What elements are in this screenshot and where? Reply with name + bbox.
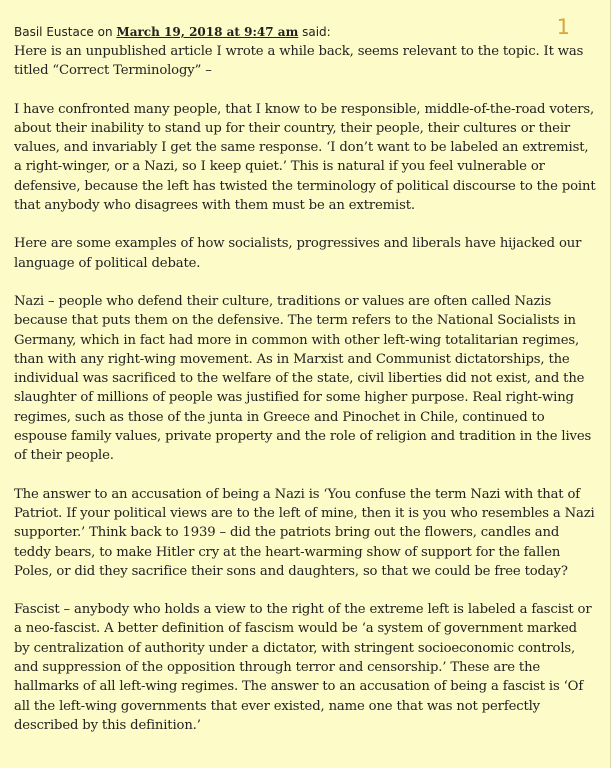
comment-author: Basil Eustace	[14, 25, 94, 39]
comment-paragraph: Fascist – anybody who holds a view to the right of the extreme left is labeled a fascist or a neo-fascist. A better definition of fascism would be ‘a system of government marked by centralization of authority under a dictator, with stringent socioeconomic controls, and suppression of the opposition through terror and censorship.’ These are the hallmarks of all left-wing regimes. The answer to an accusation of being a fascist is ‘Of all the left-wing governments that ever existed, name one that was not perfectly described by this definition.’	[14, 602, 592, 733]
comment-date-link[interactable]: March 19, 2018 at 9:47 am	[116, 25, 299, 39]
comment-body	[14, 42, 596, 735]
comment-header	[14, 24, 596, 42]
comment-paragraph: Here are some examples of how socialists, progressives and liberals have hijacked our language of political debate.	[14, 236, 582, 271]
comment-number: 1	[556, 15, 570, 39]
comment-said-word: said:	[302, 25, 331, 39]
comment-paragraph: Nazi – people who defend their culture, traditions or values are often called Nazis because that puts them on the defensive. The term refers to the National Socialists in Germany, which in fact had more in common with other left-wing totalitarian regimes, than with any right-wing movement. As in Marxist and Communist dictatorships, the individual was sacrificed to the welfare of the state, civil liberties did not exist, and the slaughter of millions of people was justified for some higher purpose. Real right-wing regimes, such as those of the junta in Greece and Pinochet in Chile, continued to espouse family values, private property and the role of religion and tradition in the lives of their people.	[14, 293, 592, 464]
comment-paragraph: The answer to an accusation of being a Nazi is ‘You confuse the term Nazi with that of Patriot. If your political views are to the left of mine, then it is you who resembles a Nazi supporter.’ Think back to 1939 – did the patriots bring out the flowers, candles and teddy bears, to make Hitler cry at the heart-warming show of support for the fallen Poles, or did they sacrifice their sons and daughters, so that we could be free today?	[14, 486, 595, 579]
comment-paragraph: Here is an unpublished article I wrote a while back, seems relevant to the topic. It was titled “Correct Terminology” –	[14, 44, 584, 79]
comment-on-word: on	[97, 25, 113, 39]
comment-paragraph: I have confronted many people, that I know to be responsible, middle-of-the-road voters, about their inability to stand up for their country, their people, their cultures or their values, and invariably I get the same response. ‘I don’t want to be labeled an extremist, a right-winger, or a Nazi, so I keep quiet.’ This is natural if you feel vulnerable or defensive, because the left has twisted the terminology of political discourse to the point that anybody who disagrees with them must be an extremist.	[14, 101, 596, 214]
